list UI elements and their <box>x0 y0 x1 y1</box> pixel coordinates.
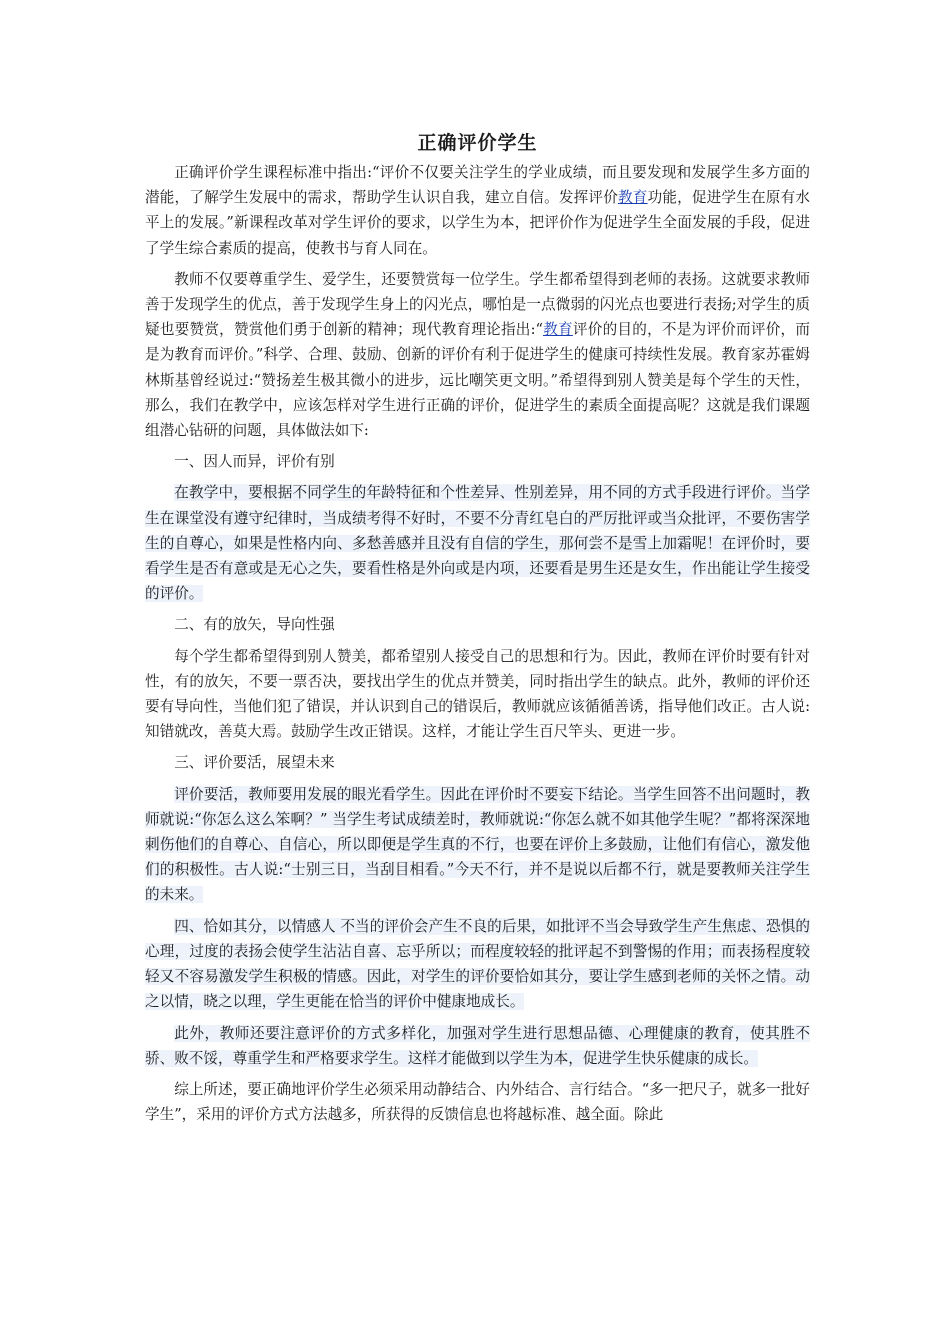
document-page <box>145 128 810 1133</box>
link-education-2[interactable]: 教育 <box>543 321 573 339</box>
paragraph-intro-text-a: 正确评价学生课程标准中指出:“评价不仅要关注学生的学业成绩，而且要发现和发展学生多方面的潜能，了解学生发展中的需求，帮助学生认识自我，建立自信。发挥评价 <box>145 164 810 207</box>
section-heading-3: 三、评价要活，展望未来 <box>174 754 335 772</box>
paragraph-section-1-text: 在教学中，要根据不同学生的年龄特征和个性差异、性别差异，用不同的方式手段进行评价。当学生在课堂没有遵守纪律时，当成绩考得不好时，不要不分青红皂白的严厉批评或当众批评，不要伤害学生的自尊心，如果是性格内向、多愁善感并且没有自信的学生，那何尝不是雪上加霜呢！在评价时，要看学生是否有意或是无心之失，要看性格是外向或是内项，还要看是男生还是女生，作出能让学生接受的评价。 <box>145 484 810 603</box>
paragraph-praise <box>145 267 810 443</box>
paragraph-section-3 <box>145 782 810 908</box>
paragraph-section-4-text: 四、恰如其分，以情感人 不当的评价会产生不良的后果，如批评不当会导致学生产生焦虑、恐惧的心理，过度的表扬会使学生沾沾自喜、忘乎所以；而程度较轻的批评起不到警惕的作用；而表扬程度较轻又不容易激发学生积极的情感。因此，对学生的评价要恰如其分，要让学生感到老师的关怀之情。动之以情，晓之以理，学生更能在恰当的评价中健康地成长。 <box>145 917 810 1011</box>
section-heading-1: 一、因人而异，评价有别 <box>174 453 335 471</box>
paragraph-section-3-text: 评价要活，教师要用发展的眼光看学生。因此在评价时不要妄下结论。当学生回答不出问题时，教师就说:“你怎么这么笨啊？” 当学生考试成绩差时，教师就说:“你怎么就不如其他学生呢？”都将深深地刺伤他们的自尊心、自信心，所以即便是学生真的不行，也要在评价上多鼓励，让他们有信心，激发他们的积极性。古人说:“士别三日，当刮目相看。”今天不行，并不是说以后都不行，就是要教师关注学生的未来。 <box>145 785 810 904</box>
document-title: 正确评价学生 <box>417 132 538 154</box>
paragraph-praise-text-b: 评价的目的，不是为评价而评价，而是为教育而评价。”科学、合理、鼓励、创新的评价有利于促进学生的健康可持续性发展。教育家苏霍姆林斯基曾经说过:“赞扬差生极其微小的进步，远比嘲笑更文明。”希望得到别人赞美是每个学生的天性，那么，我们在教学中，应该怎样对学生进行正确的评价，促进学生的素质全面提高呢？这就是我们课题组潜心钻研的问题，具体做法如下: <box>145 321 810 440</box>
paragraph-praise-text-a: 教师不仅要尊重学生、爱学生，还要赞赏每一位学生。学生都希望得到老师的表扬。这就要求教师善于发现学生的优点，善于发现学生身上的闪光点，哪怕是一点微弱的闪光点也要进行表扬;对学生的质疑也要赞赏，赞赏他们勇于创新的精神；现代教育理论指出:“ <box>145 270 810 339</box>
paragraph-section-1 <box>145 480 810 606</box>
section-heading-2: 二、有的放矢，导向性强 <box>174 616 335 634</box>
paragraph-diversity <box>145 1021 810 1071</box>
paragraph-intro <box>145 160 810 261</box>
paragraph-diversity-text: 此外，教师还要注意评价的方式多样化，加强对学生进行思想品德、心理健康的教育，使其胜不骄、败不馁，尊重学生和严格要求学生。这样才能做到以学生为本，促进学生快乐健康的成长。 <box>145 1024 810 1067</box>
paragraph-section-4 <box>145 914 810 1015</box>
paragraph-intro-text-b: 功能，促进学生在原有水平上的发展。”新课程改革对学生评价的要求，以学生为本，把评价作为促进学生全面发展的手段，促进了学生综合素质的提高，使教书与育人同在。 <box>145 189 810 257</box>
paragraph-conclusion: 综上所述，要正确地评价学生必须采用动静结合、内外结合、言行结合。“多一把尺子，就多一批好学生”，采用的评价方式方法越多，所获得的反馈信息也将越标准、越全面。除此 <box>145 1080 810 1124</box>
paragraph-section-2: 每个学生都希望得到别人赞美，都希望别人接受自己的思想和行为。因此，教师在评价时要有针对性，有的放矢，不要一票否决，要找出学生的优点并赞美，同时指出学生的缺点。此外，教师的评价还要有导向性，当他们犯了错误，并认识到自己的错误后，教师就应该循循善诱，指导他们改正。古人说:知错就改，善莫大焉。鼓励学生改正错误。这样，才能让学生百尺竿头、更进一步。 <box>145 647 810 741</box>
link-education-1[interactable]: 教育 <box>618 189 648 207</box>
